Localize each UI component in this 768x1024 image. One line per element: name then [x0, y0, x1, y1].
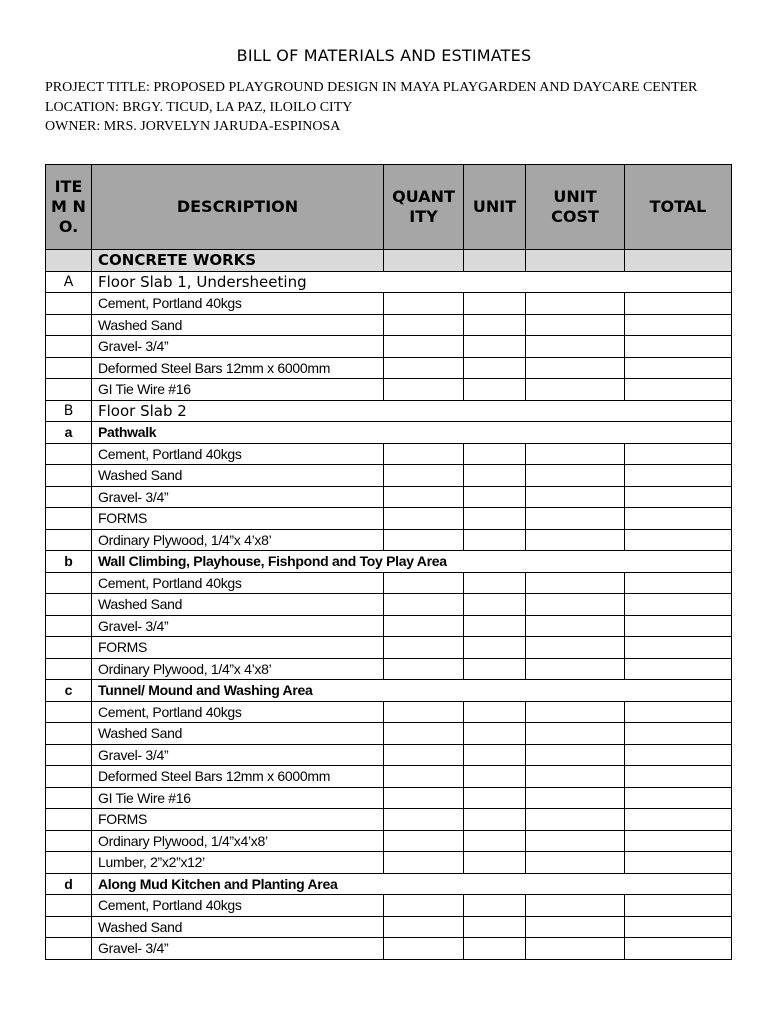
unit-cell — [464, 357, 526, 379]
table-row — [46, 336, 732, 358]
total-cell — [625, 809, 732, 831]
total-cell — [625, 379, 732, 401]
table-row — [46, 938, 732, 960]
quantity-cell — [384, 895, 464, 917]
item-no-cell — [46, 508, 92, 530]
table-row — [46, 422, 732, 444]
total-cell — [625, 766, 732, 788]
table-row — [46, 443, 732, 465]
item-no-cell — [46, 486, 92, 508]
total-cell — [625, 938, 732, 960]
item-no-cell — [46, 250, 92, 272]
unit-cell — [464, 314, 526, 336]
description-cell: Washed Sand — [92, 465, 384, 487]
quantity-cell — [384, 809, 464, 831]
unit-cost-cell — [526, 723, 625, 745]
description-cell: FORMS — [92, 809, 384, 831]
project-info — [45, 78, 697, 137]
table-row — [46, 830, 732, 852]
description-cell: GI Tie Wire #16 — [92, 787, 384, 809]
description-cell: FORMS — [92, 508, 384, 530]
item-no-cell — [46, 293, 92, 315]
unit-cost-cell — [526, 314, 625, 336]
description-cell: Washed Sand — [92, 916, 384, 938]
description-cell: Washed Sand — [92, 594, 384, 616]
table-row — [46, 250, 732, 272]
quantity-cell — [384, 658, 464, 680]
item-no-cell — [46, 809, 92, 831]
unit-cost-cell — [526, 615, 625, 637]
unit-cost-cell — [526, 357, 625, 379]
bill-of-materials-table — [45, 164, 732, 960]
table-row — [46, 658, 732, 680]
unit-cost-cell — [526, 938, 625, 960]
description-cell: Gravel- 3/4” — [92, 938, 384, 960]
unit-cell — [464, 572, 526, 594]
table-row — [46, 529, 732, 551]
project-location: LOCATION: BRGY. TICUD, LA PAZ, ILOILO CITY — [45, 99, 353, 115]
total-cell — [625, 723, 732, 745]
description-cell: Wall Climbing, Playhouse, Fishpond and Toy Play Area — [92, 551, 732, 573]
header-description: DESCRIPTION — [92, 165, 384, 250]
description-cell: Gravel- 3/4” — [92, 486, 384, 508]
unit-cost-cell — [526, 465, 625, 487]
unit-cell — [464, 594, 526, 616]
description-cell: Floor Slab 2 — [92, 400, 732, 422]
total-cell — [625, 637, 732, 659]
unit-cost-cell — [526, 658, 625, 680]
unit-cell — [464, 658, 526, 680]
description-cell: Ordinary Plywood, 1/4”x 4’x8’ — [92, 529, 384, 551]
quantity-cell — [384, 787, 464, 809]
total-cell — [625, 486, 732, 508]
item-no-cell — [46, 594, 92, 616]
table-row — [46, 723, 732, 745]
description-cell: Gravel- 3/4” — [92, 744, 384, 766]
header-total: TOTAL — [625, 165, 732, 250]
unit-cost-cell — [526, 916, 625, 938]
item-no-cell — [46, 723, 92, 745]
description-cell: Deformed Steel Bars 12mm x 6000mm — [92, 766, 384, 788]
total-cell — [625, 830, 732, 852]
item-no-cell — [46, 615, 92, 637]
quantity-cell — [384, 529, 464, 551]
quantity-cell — [384, 615, 464, 637]
unit-cell — [464, 830, 526, 852]
project-title: PROJECT TITLE: PROPOSED PLAYGROUND DESIGN IN MAYA PLAYGARDEN AND DAYCARE CENTER — [45, 80, 698, 95]
description-cell: Pathwalk — [92, 422, 732, 444]
description-cell: Cement, Portland 40kgs — [92, 701, 384, 723]
description-cell: Cement, Portland 40kgs — [92, 293, 384, 315]
unit-cell — [464, 723, 526, 745]
unit-cost-cell — [526, 744, 625, 766]
item-no-cell: b — [46, 551, 92, 573]
quantity-cell — [384, 293, 464, 315]
table-row — [46, 486, 732, 508]
description-cell: Deformed Steel Bars 12mm x 6000mm — [92, 357, 384, 379]
quantity-cell — [384, 443, 464, 465]
quantity-cell — [384, 852, 464, 874]
unit-cost-cell — [526, 508, 625, 530]
item-no-cell: c — [46, 680, 92, 702]
total-cell — [625, 594, 732, 616]
table-row — [46, 916, 732, 938]
table-row — [46, 594, 732, 616]
table-row — [46, 314, 732, 336]
unit-cell — [464, 465, 526, 487]
table-row — [46, 379, 732, 401]
table-row — [46, 271, 732, 293]
quantity-cell — [384, 486, 464, 508]
description-cell: Along Mud Kitchen and Planting Area — [92, 873, 732, 895]
unit-cost-cell — [526, 701, 625, 723]
unit-cell — [464, 615, 526, 637]
total-cell — [625, 658, 732, 680]
description-cell: Tunnel/ Mound and Washing Area — [92, 680, 732, 702]
header-item-no: ITEM NO. — [46, 165, 92, 250]
unit-cell — [464, 809, 526, 831]
total-cell — [625, 508, 732, 530]
unit-cost-cell — [526, 637, 625, 659]
unit-cell — [464, 336, 526, 358]
item-no-cell: B — [46, 400, 92, 422]
unit-cell — [464, 486, 526, 508]
unit-cost-cell — [526, 830, 625, 852]
table-row — [46, 400, 732, 422]
description-cell: Gravel- 3/4” — [92, 336, 384, 358]
item-no-cell — [46, 336, 92, 358]
unit-cell — [464, 379, 526, 401]
quantity-cell — [384, 766, 464, 788]
unit-cost-cell — [526, 379, 625, 401]
item-no-cell — [46, 701, 92, 723]
table-body — [46, 250, 732, 960]
unit-cell — [464, 938, 526, 960]
total-cell — [625, 293, 732, 315]
quantity-cell — [384, 701, 464, 723]
item-no-cell — [46, 744, 92, 766]
description-cell: Washed Sand — [92, 314, 384, 336]
quantity-cell — [384, 465, 464, 487]
table-row — [46, 572, 732, 594]
unit-cell — [464, 443, 526, 465]
description-cell: Cement, Portland 40kgs — [92, 572, 384, 594]
item-no-cell: A — [46, 271, 92, 293]
header-unit-cost: UNIT COST — [526, 165, 625, 250]
item-no-cell — [46, 938, 92, 960]
unit-cost-cell — [526, 852, 625, 874]
table-row — [46, 293, 732, 315]
unit-cell — [464, 744, 526, 766]
unit-cost-cell — [526, 443, 625, 465]
table-row — [46, 701, 732, 723]
description-cell: FORMS — [92, 637, 384, 659]
quantity-cell — [384, 938, 464, 960]
unit-cost-cell — [526, 486, 625, 508]
total-cell — [625, 572, 732, 594]
table-row — [46, 873, 732, 895]
table-row — [46, 615, 732, 637]
table-row — [46, 680, 732, 702]
quantity-cell — [384, 637, 464, 659]
project-owner: OWNER: MRS. JORVELYN JARUDA-ESPINOSA — [45, 119, 341, 134]
unit-cell — [464, 637, 526, 659]
quantity-cell — [384, 594, 464, 616]
table-row — [46, 357, 732, 379]
item-no-cell — [46, 314, 92, 336]
total-cell — [625, 895, 732, 917]
item-no-cell — [46, 895, 92, 917]
table-row — [46, 465, 732, 487]
unit-cost-cell — [526, 572, 625, 594]
unit-cost-cell — [526, 529, 625, 551]
item-no-cell — [46, 465, 92, 487]
description-cell: Lumber, 2”x2”x12’ — [92, 852, 384, 874]
description-cell: Washed Sand — [92, 723, 384, 745]
item-no-cell — [46, 637, 92, 659]
total-cell — [625, 529, 732, 551]
unit-cell — [464, 529, 526, 551]
unit-cell — [464, 508, 526, 530]
item-no-cell — [46, 830, 92, 852]
quantity-cell — [384, 723, 464, 745]
item-no-cell — [46, 766, 92, 788]
unit-cost-cell — [526, 336, 625, 358]
description-cell: Ordinary Plywood, 1/4”x 4’x8’ — [92, 658, 384, 680]
document-title: BILL OF MATERIALS AND ESTIMATES — [236, 46, 532, 65]
unit-cell — [464, 701, 526, 723]
description-cell: CONCRETE WORKS — [92, 250, 384, 272]
unit-cell — [464, 895, 526, 917]
unit-cell — [464, 852, 526, 874]
description-cell: Floor Slab 1, Undersheeting — [92, 271, 732, 293]
total-cell — [625, 787, 732, 809]
description-cell: Gravel- 3/4” — [92, 615, 384, 637]
unit-cell — [464, 916, 526, 938]
total-cell — [625, 336, 732, 358]
table-row — [46, 766, 732, 788]
table-header-row — [46, 165, 732, 250]
table-row — [46, 809, 732, 831]
unit-cell — [464, 293, 526, 315]
unit-cost-cell — [526, 766, 625, 788]
unit-cost-cell — [526, 293, 625, 315]
table-row — [46, 852, 732, 874]
quantity-cell — [384, 744, 464, 766]
item-no-cell — [46, 357, 92, 379]
unit-cost-cell — [526, 809, 625, 831]
quantity-cell — [384, 357, 464, 379]
quantity-cell — [384, 830, 464, 852]
item-no-cell — [46, 529, 92, 551]
quantity-cell — [384, 336, 464, 358]
total-cell — [625, 701, 732, 723]
quantity-cell — [384, 572, 464, 594]
unit-cell — [464, 787, 526, 809]
unit-cost-cell — [526, 250, 625, 272]
quantity-cell — [384, 250, 464, 272]
item-no-cell: d — [46, 873, 92, 895]
unit-cost-cell — [526, 787, 625, 809]
table-row — [46, 551, 732, 573]
total-cell — [625, 744, 732, 766]
item-no-cell: a — [46, 422, 92, 444]
total-cell — [625, 357, 732, 379]
item-no-cell — [46, 572, 92, 594]
unit-cost-cell — [526, 594, 625, 616]
unit-cell — [464, 250, 526, 272]
total-cell — [625, 250, 732, 272]
total-cell — [625, 443, 732, 465]
table-row — [46, 787, 732, 809]
description-cell: GI Tie Wire #16 — [92, 379, 384, 401]
quantity-cell — [384, 508, 464, 530]
table-row — [46, 637, 732, 659]
table-row — [46, 508, 732, 530]
total-cell — [625, 615, 732, 637]
quantity-cell — [384, 916, 464, 938]
item-no-cell — [46, 658, 92, 680]
total-cell — [625, 916, 732, 938]
quantity-cell — [384, 314, 464, 336]
item-no-cell — [46, 916, 92, 938]
header-unit: UNIT — [464, 165, 526, 250]
description-cell: Ordinary Plywood, 1/4”x4’x8’ — [92, 830, 384, 852]
description-cell: Cement, Portland 40kgs — [92, 443, 384, 465]
total-cell — [625, 465, 732, 487]
unit-cell — [464, 766, 526, 788]
item-no-cell — [46, 443, 92, 465]
description-cell: Cement, Portland 40kgs — [92, 895, 384, 917]
item-no-cell — [46, 379, 92, 401]
unit-cost-cell — [526, 895, 625, 917]
item-no-cell — [46, 852, 92, 874]
table-row — [46, 895, 732, 917]
quantity-cell — [384, 379, 464, 401]
total-cell — [625, 852, 732, 874]
item-no-cell — [46, 787, 92, 809]
total-cell — [625, 314, 732, 336]
header-quantity: QUANTITY — [384, 165, 464, 250]
table-row — [46, 744, 732, 766]
